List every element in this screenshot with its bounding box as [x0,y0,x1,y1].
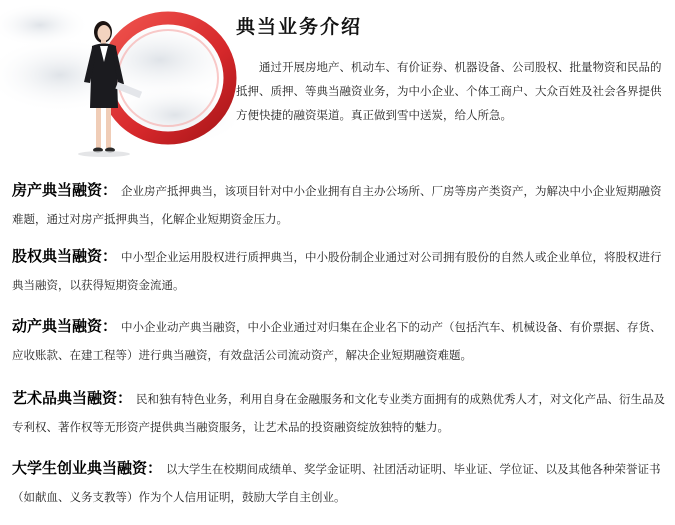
section-body: 中小企业动产典当融资，中小企业通过对归集在企业名下的动产（包括汽车、机械设备、有价票据、存货、应收账款、在建工程等）进行典当融资，有效盘活公司流动资产，解决企业短期融资难题。 [12,320,662,362]
section-heading: 艺术品典当融资： [12,389,133,407]
intro-paragraph: 通过开展房地产、机动车、有价证券、机器设备、公司股权、批量物资和民品的抵押、质押、等典当融资业务，为中小企业、个体工商户、大众百姓及社会各界提供方便快捷的融资渠道。真正做到雪中送炭，给人所急。 [236,60,662,122]
section-heading: 动产典当融资： [12,317,118,335]
section-equity-pawn [12,242,667,299]
section-body: 民和独有特色业务，利用自身在金融服务和文化专业类方面拥有的成熟优秀人才，对文化产品、衍生品及专利权、著作权等无形资产提供典当融资服务，让艺术品的投资融资绽放独特的魅力。 [12,392,666,434]
section-body: 以大学生在校期间成绩单、奖学金证明、社团活动证明、毕业证、学位证、以及其他各种荣誉证书（如献血、义务支教等）作为个人信用证明，鼓励大学自主创业。 [12,462,661,504]
section-body: 企业房产抵押典当，该项目针对中小企业拥有自主办公场所、厂房等房产类资产，为解决中小企业短期融资难题，通过对房产抵押典当，化解企业短期资金压力。 [12,184,662,226]
section-artwork-pawn [12,384,667,441]
section-body: 中小型企业运用股权进行质押典当，中小股份制企业通过对公司拥有股份的自然人或企业单位，将股权进行典当融资，以获得短期资金流通。 [12,250,662,292]
section-heading: 大学生创业典当融资： [12,459,163,477]
section-heading: 房产典当融资： [12,181,118,199]
section-student-startup-pawn [12,454,667,511]
hero-banner [0,0,675,170]
section-real-estate-pawn [12,176,667,233]
section-heading: 股权典当融资： [12,247,118,265]
page-title: 典当业务介绍 [236,16,363,38]
section-movable-property-pawn [12,312,667,369]
